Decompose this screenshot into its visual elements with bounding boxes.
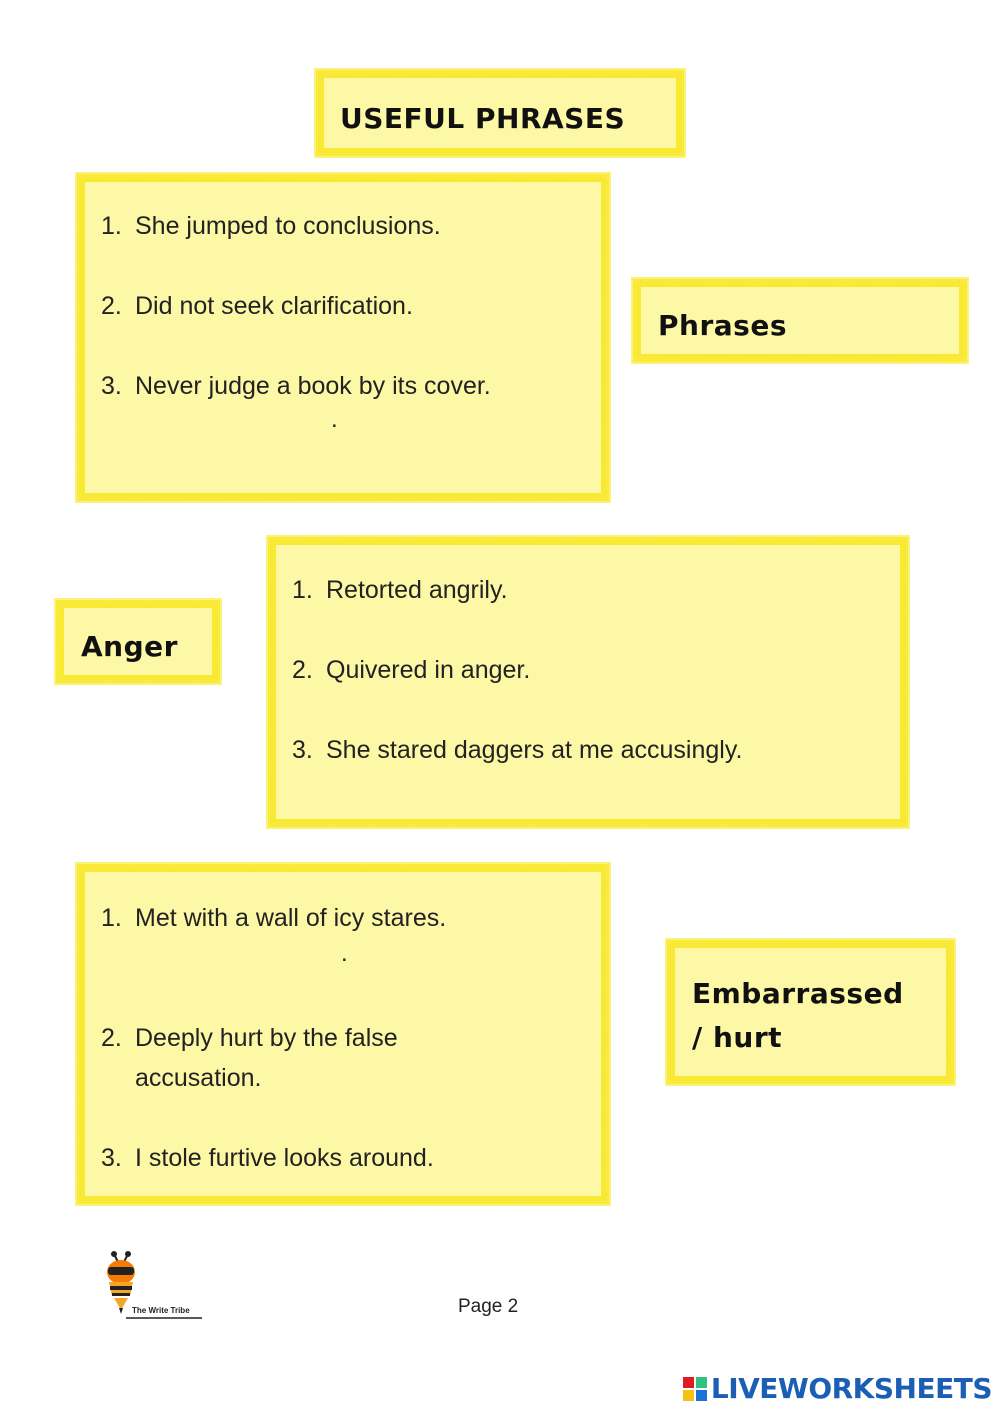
list-item: 3. I stole furtive looks around. (101, 1144, 434, 1172)
page-title: USEFUL PHRASES (340, 102, 626, 135)
brand-text: LIVEWORKSHEETS (710, 1372, 992, 1405)
list-item: 2. Deeply hurt by the false (101, 1024, 398, 1052)
embarrassed-list (101, 898, 446, 1178)
write-tribe-logo (96, 1248, 206, 1328)
phrases-label: Phrases (658, 309, 787, 342)
brand-blocks-icon (683, 1377, 707, 1401)
list-item: 3. Never judge a book by its cover. (101, 372, 491, 400)
bee-icon (96, 1248, 206, 1328)
embarrassed-list-box (77, 864, 609, 1204)
anger-label: Anger (81, 630, 178, 663)
phrases-list-box (77, 174, 609, 501)
page-number: Page 2 (458, 1296, 519, 1317)
anger-list-box (268, 537, 908, 827)
phrases-list (101, 206, 491, 446)
phrases-label-box (633, 279, 967, 362)
stray-dot: . (331, 406, 338, 433)
embarrassed-label: Embarrassed / hurt (692, 977, 904, 1054)
embarrassed-label-box (667, 940, 954, 1084)
anger-list (292, 570, 742, 810)
liveworksheets-brand[interactable] (683, 1372, 992, 1405)
list-item: 1. She jumped to conclusions. (101, 212, 441, 240)
list-item: 2. Did not seek clarification. (101, 292, 413, 320)
anger-label-box (56, 600, 220, 683)
logo-text: The Write Tribe (132, 1306, 190, 1315)
stray-dot: . (341, 940, 348, 967)
list-item: 1. Met with a wall of icy stares. (101, 904, 447, 932)
title-box (316, 70, 684, 156)
list-item-continuation: accusation. (135, 1064, 262, 1092)
list-item: 3. She stared daggers at me accusingly. (292, 736, 743, 764)
list-item: 2. Quivered in anger. (292, 656, 531, 684)
list-item: 1. Retorted angrily. (292, 576, 508, 604)
